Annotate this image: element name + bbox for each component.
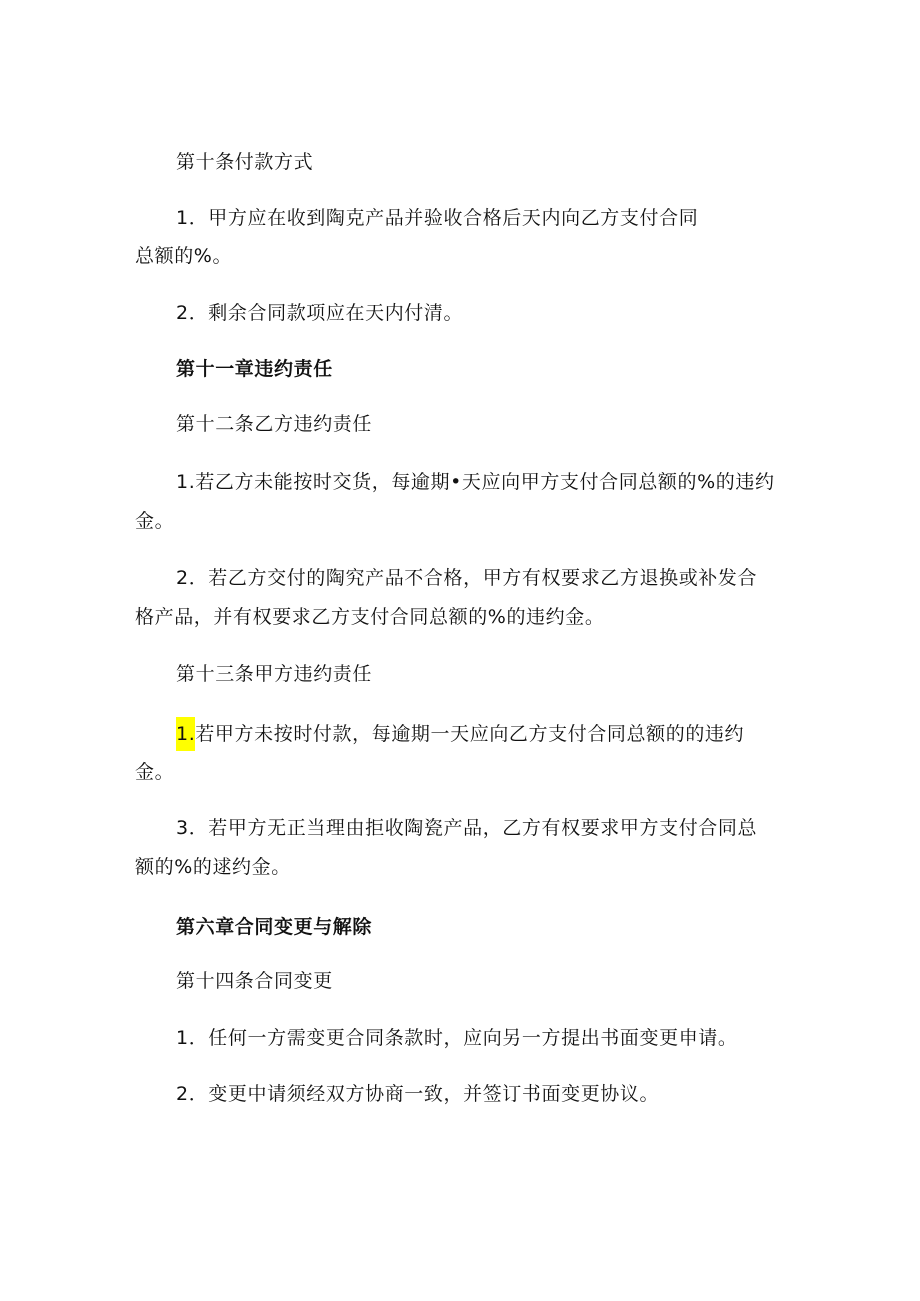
article-12-item-1-line-1: 1.若乙方未能按时交货，每逾期•天应向甲方支付合同总额的%的违约 — [176, 471, 775, 493]
article-10-item-1-line-2: 总额的%。 — [135, 245, 233, 267]
article-13-item-1-line-1 — [176, 717, 744, 751]
article-10-item-2: 2．剩余合同款项应在天内付清。 — [176, 302, 464, 324]
article-13-item-1-text: 若甲方未按时付款，每逾期一天应向乙方支付合同总额的的违约 — [195, 723, 745, 745]
article-12-item-2-line-1: 2．若乙方交付的陶究产品不合格，甲方有权要求乙方退换或补发合 — [176, 567, 758, 589]
chapter-11-title: 第十一章违约责任 — [176, 358, 333, 380]
article-14-item-1: 1．任何一方需变更合同条款时，应向另一方提出书面变更申请。 — [176, 1027, 738, 1049]
article-10-item-1-line-1: 1．甲方应在收到陶克产品并验收合格后天内向乙方支付合同 — [176, 207, 699, 229]
article-12-title: 第十二条乙方违约责任 — [176, 413, 373, 435]
article-12-item-2-line-2: 格产品，并有权要求乙方支付合同总额的%的违约金。 — [135, 606, 605, 628]
article-10-title: 第十条付款方式 — [176, 151, 314, 173]
article-12-item-1-line-2: 金。 — [135, 510, 175, 532]
article-13-item-3-line-1: 3．若甲方无正当理由拒收陶瓷产品，乙方有权要求甲方支付合同总 — [176, 817, 758, 839]
chapter-6-title: 第六章合同变更与解除 — [176, 916, 373, 938]
article-14-title: 第十四条合同变更 — [176, 970, 333, 992]
highlighted-item-number: 1. — [176, 717, 195, 751]
article-13-item-3-line-2: 额的%的逑约金。 — [135, 856, 291, 878]
article-13-item-1-line-2: 金。 — [135, 761, 175, 783]
article-13-title: 第十三条甲方违约责任 — [176, 663, 373, 685]
article-14-item-2: 2．变更中请须经双方协商一致，并签订书面变更协议。 — [176, 1083, 660, 1105]
